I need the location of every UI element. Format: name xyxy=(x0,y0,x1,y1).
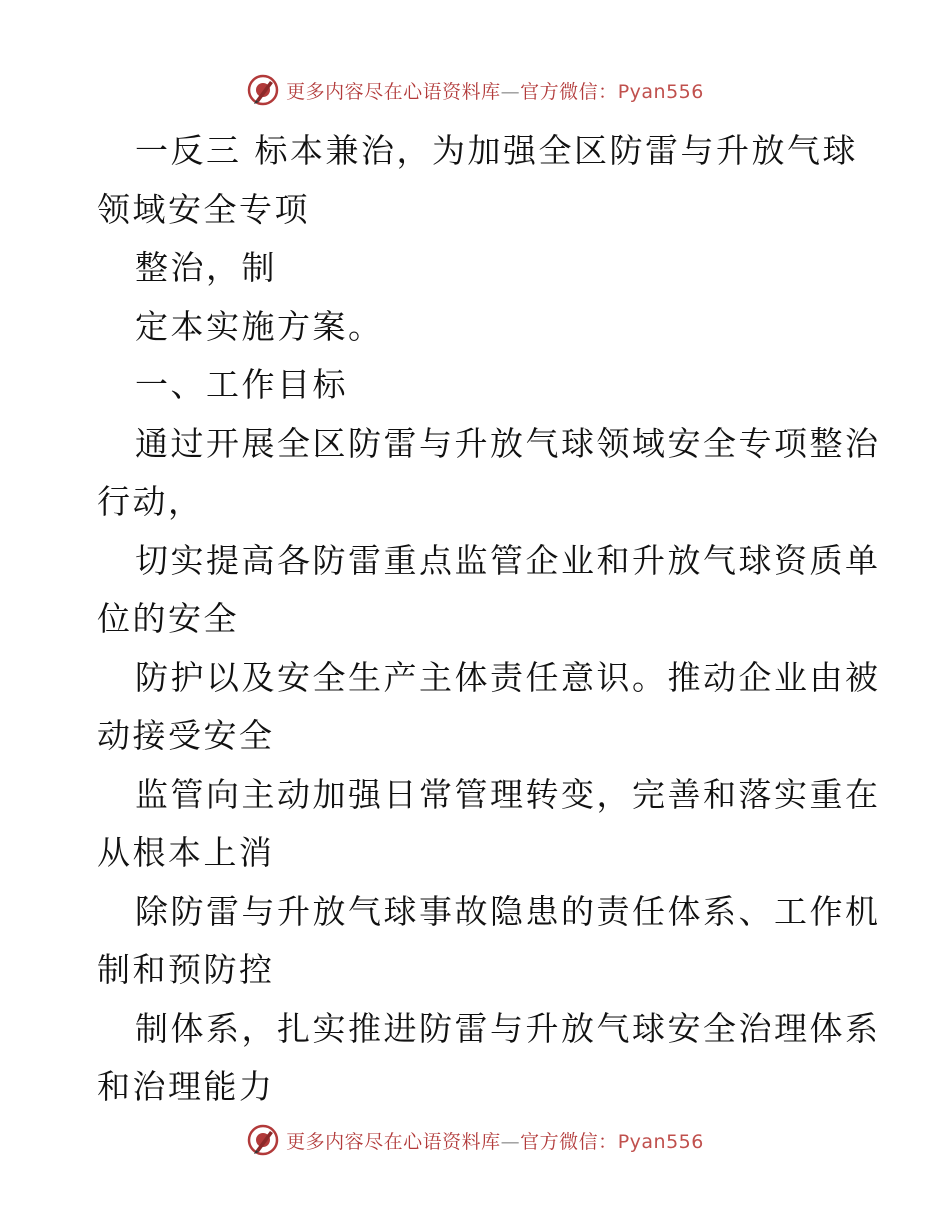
footer-watermark xyxy=(0,1120,950,1160)
paragraph-line: 一、工作目标 xyxy=(135,365,348,404)
paragraph-line: 监管向主动加强日常管理转变，完善和落实重在 xyxy=(135,774,881,814)
watermark-text xyxy=(286,77,704,104)
paragraph-line: 制体系，扎实推进防雷与升放气球安全治理体系 xyxy=(135,1008,881,1048)
paragraph-line: 通过开展全区防雷与升放气球领域安全专项整治 xyxy=(135,423,881,463)
paragraph-line: 一反三 标本兼治，为加强全区防雷与升放气球 xyxy=(135,131,858,170)
document-body xyxy=(97,122,881,1117)
paragraph-line: 定本实施方案。 xyxy=(135,306,384,346)
watermark-label: 官方微信： xyxy=(520,1130,618,1153)
paragraph-line: 制和预防控 xyxy=(97,950,275,989)
watermark-cn: 更多内容尽在心语资料库 xyxy=(286,80,501,103)
pen-logo-icon xyxy=(246,73,280,107)
watermark-sep: — xyxy=(500,1130,521,1153)
paragraph-line: 领域安全专项 xyxy=(97,189,310,229)
paragraph-line: 除防雷与升放气球事故隐患的责任体系、工作机 xyxy=(135,891,881,931)
watermark-sep: — xyxy=(500,80,521,103)
watermark-id: Pyan556 xyxy=(617,80,704,103)
paragraph-line: 位的安全 xyxy=(97,599,239,638)
paragraph-line: 行动， xyxy=(97,482,204,521)
watermark-id: Pyan556 xyxy=(617,1130,704,1153)
paragraph-line: 和治理能力 xyxy=(97,1067,275,1106)
paragraph-line: 防护以及安全生产主体责任意识。推动企业由被 xyxy=(135,657,881,697)
paragraph-line: 整治，制 xyxy=(135,248,277,287)
watermark-label: 官方微信： xyxy=(520,80,618,103)
header-watermark xyxy=(0,70,950,110)
paragraph-line: 从根本上消 xyxy=(97,833,275,872)
watermark-cn: 更多内容尽在心语资料库 xyxy=(286,1130,501,1153)
paragraph-line: 动接受安全 xyxy=(97,716,275,755)
pen-logo-icon xyxy=(246,1123,280,1157)
watermark-text xyxy=(286,1127,704,1154)
paragraph-line: 切实提高各防雷重点监管企业和升放气球资质单 xyxy=(135,540,881,580)
